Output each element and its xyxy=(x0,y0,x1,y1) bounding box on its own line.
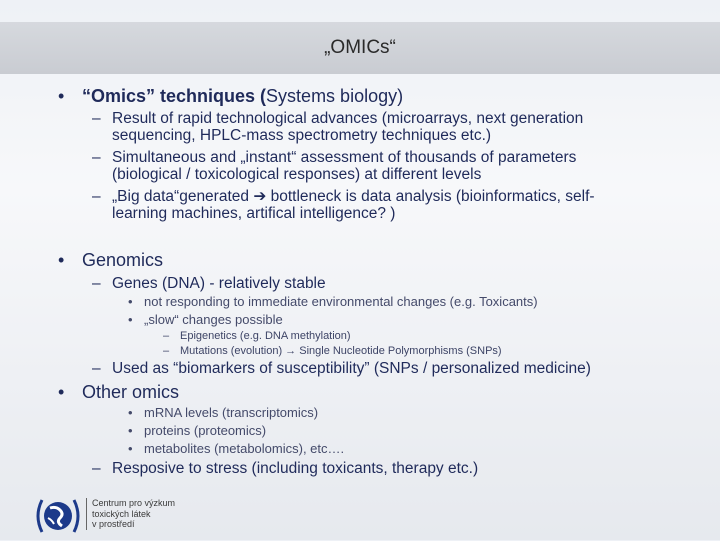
sub-bullet-simultaneous-line1: Simultaneous and „instant“ assessment of thousands of parameters xyxy=(112,149,577,166)
slide-title: „OMICs“ xyxy=(324,37,396,58)
arrow-right-icon: → xyxy=(285,345,297,357)
sub-bullet-advances-line1: Result of rapid technological advances (microarrays, next generation xyxy=(112,110,584,127)
dash-marker: – xyxy=(92,110,101,127)
list-item-mrna: mRNA levels (transcriptomics) xyxy=(144,405,319,420)
big-data-line2: learning machines, artifical intelligence? ) xyxy=(112,205,396,222)
logo-divider xyxy=(86,498,87,530)
genes-dna-line: Genes (DNA) - relatively stable xyxy=(112,275,326,292)
dash-marker: – xyxy=(92,275,101,292)
genomics-heading: Genomics xyxy=(82,250,164,270)
dash-marker: – xyxy=(163,345,170,357)
dash-marker: – xyxy=(163,330,170,342)
bullet-dot: • xyxy=(58,250,65,270)
sub-bullet-advances-line2: sequencing, HPLC-mass spectrometry techniques etc.) xyxy=(112,127,492,144)
arrow-right-icon: ➔ xyxy=(253,188,267,205)
mutations-post: Single Nucleotide Polymorphisms (SNPs) xyxy=(296,345,502,357)
bullet-dot: • xyxy=(128,423,133,438)
list-item-epigenetics: Epigenetics (e.g. DNA methylation) xyxy=(180,330,351,342)
list-item-not-responding: not responding to immediate environmental changes (e.g. Toxicants) xyxy=(144,294,538,309)
list-item-metabolites: metabolites (metabolomics), etc…. xyxy=(144,441,345,456)
bullet-dot: • xyxy=(58,382,65,402)
big-data-pre: „Big data“generated xyxy=(112,188,254,205)
list-item-proteins: proteins (proteomics) xyxy=(144,423,267,438)
bullet-dot: • xyxy=(128,312,133,327)
dash-marker: – xyxy=(92,360,101,377)
sub-bullet-big-data xyxy=(112,188,595,222)
mutations-pre: Mutations (evolution) xyxy=(180,345,286,357)
bullet-dot: • xyxy=(128,294,133,309)
list-item-slow-changes: „slow“ changes possible xyxy=(144,312,283,327)
dash-marker: – xyxy=(92,149,101,166)
list-item-mutations xyxy=(180,343,502,359)
title-bar xyxy=(0,22,720,74)
other-omics-heading: Other omics xyxy=(82,382,180,402)
dash-marker: – xyxy=(92,460,101,477)
logo-line1: Centrum pro výzkum xyxy=(92,498,176,508)
dash-marker: – xyxy=(92,188,101,205)
biomarkers-line: Used as “biomarkers of susceptibility” (SNPs / personalized medicine) xyxy=(112,360,591,377)
logo-text xyxy=(92,498,175,530)
big-data-post: bottleneck is data analysis (bioinformatics, self- xyxy=(266,188,595,205)
sub-bullet-simultaneous xyxy=(112,149,576,183)
sub-bullet-simultaneous-line2: (biological / toxicological responses) at different levels xyxy=(112,166,482,183)
recetox-logo xyxy=(34,496,82,541)
bullet-dot: • xyxy=(128,441,133,456)
logo-line3: v prostředí xyxy=(92,519,135,529)
responsive-stress-line: Resposive to stress (including toxicants, therapy etc.) xyxy=(112,460,479,477)
omics-heading-rest: Systems biology) xyxy=(266,86,404,106)
globe-logo-icon xyxy=(34,496,82,536)
sub-bullet-advances xyxy=(112,110,583,144)
omics-techniques-heading xyxy=(82,86,403,107)
bullet-dot: • xyxy=(58,86,65,106)
omics-heading-bold: “Omics” techniques ( xyxy=(82,86,267,106)
logo-line2: toxických látek xyxy=(92,508,151,519)
bullet-dot: • xyxy=(128,405,133,420)
